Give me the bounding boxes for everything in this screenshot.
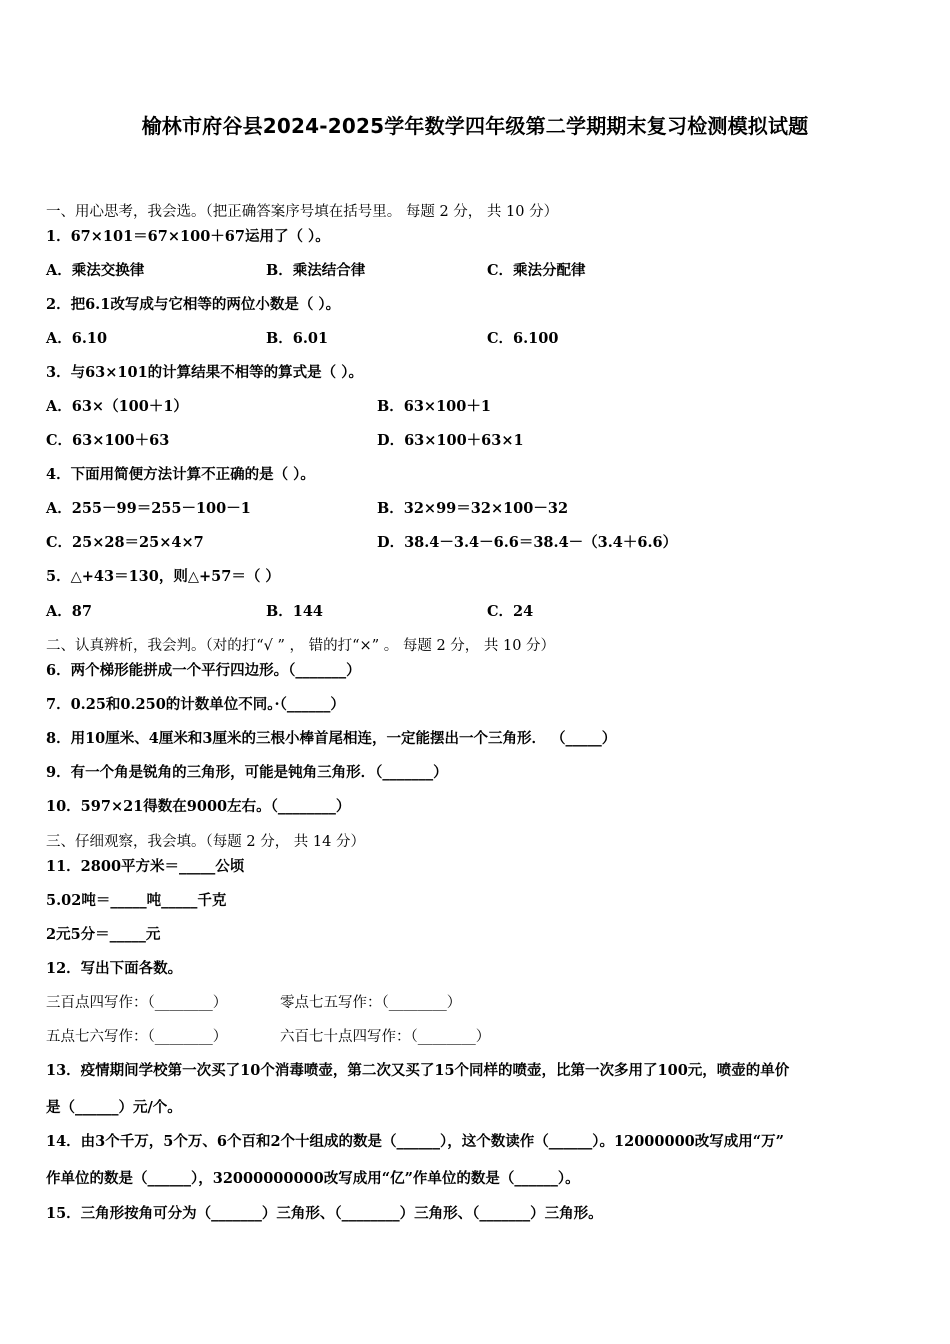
q4-option-b: B．32×99＝32×100－32 [377, 500, 569, 517]
q1-option-a: A．乘法交换律 [46, 262, 145, 279]
q2-option-c: C．6.100 [487, 330, 559, 347]
page-title: 榆林市府谷县2024-2025学年数学四年级第二学期期末复习检测模拟试题 [141, 114, 809, 138]
q3-option-a: A．63×（100＋1） [46, 398, 188, 415]
question-14-line-2: 作单位的数是（______），32000000000改写成用“亿”作单位的数是（______）。 [46, 1170, 580, 1187]
question-15: 15．三角形按角可分为（_______）三角形、（________）三角形、（_______）三角形。 [46, 1205, 603, 1222]
q4-option-c: C．25×28＝25×4×7 [46, 534, 204, 551]
q5-option-b: B．144 [266, 603, 324, 620]
q4-option-d: D．38.4－3.4－6.6＝38.4－（3.4＋6.6） [377, 534, 678, 551]
question-3-stem: 3．与63×101的计算结果不相等的算式是（ ）。 [46, 364, 363, 381]
question-6: 6．两个梯形能拼成一个平行四边形。（_______） [46, 662, 361, 679]
section-2-heading: 二、认真辨析，我会判。（对的打“√ ” ， 错的打“×” 。 每题 2 分， 共 10 分） [46, 638, 556, 654]
section-3-heading: 三、仔细观察，我会填。（每题 2 分， 共 14 分） [46, 834, 365, 850]
question-12-a: 三百点四写作：（________） [46, 995, 228, 1011]
question-12-b: 零点七五写作：（________） [280, 995, 462, 1011]
question-12-c: 五点七六写作：（________） [46, 1029, 228, 1045]
q3-option-b: B．63×100＋1 [377, 398, 491, 415]
question-10: 10．597×21得数在9000左右。（________） [46, 798, 351, 815]
q2-option-a: A．6.10 [46, 330, 108, 347]
question-4-stem: 4．下面用简便方法计算不正确的是（ ）。 [46, 466, 315, 483]
question-9: 9．有一个角是锐角的三角形，可能是钝角三角形．（_______） [46, 764, 448, 781]
question-8: 8．用10厘米、4厘米和3厘米的三根小棒首尾相连，一定能摆出一个三角形． （_____） [46, 730, 617, 747]
q1-option-c: C．乘法分配律 [487, 262, 586, 279]
q4-option-a: A．255－99＝255－100－1 [46, 500, 251, 517]
question-11-a: 11．2800平方米＝_____公顷 [46, 858, 245, 875]
section-1-heading: 一、用心思考，我会选。（把正确答案序号填在括号里。 每题 2 分， 共 10 分） [46, 204, 559, 220]
question-11-c: 2元5分＝_____元 [46, 926, 161, 943]
question-5-stem: 5．△+43＝130，则△+57＝（ ） [46, 568, 280, 585]
q2-option-b: B．6.01 [266, 330, 329, 347]
q3-option-c: C．63×100＋63 [46, 432, 170, 449]
question-1-stem: 1．67×101＝67×100＋67运用了（ ）。 [46, 228, 330, 245]
question-13-line-2: 是（______）元/个。 [46, 1099, 182, 1116]
question-12-d: 六百七十点四写作：（________） [280, 1029, 491, 1045]
question-7: 7．0.25和0.250的计数单位不同。·（______） [46, 696, 345, 713]
q1-option-b: B．乘法结合律 [266, 262, 366, 279]
question-12: 12．写出下面各数。 [46, 960, 183, 977]
q3-option-d: D．63×100＋63×1 [377, 432, 524, 449]
q5-option-a: A．87 [46, 603, 92, 620]
question-11-b: 5.02吨＝_____吨_____千克 [46, 892, 227, 909]
question-14-line-1: 14．由3个千万，5个万、6个百和2个十组成的数是（______），这个数读作（______）。12000000改写成用“万” [46, 1133, 784, 1150]
question-13-line-1: 13．疫情期间学校第一次买了10个消毒喷壶，第二次又买了15个同样的喷壶，比第一次多用了100元，喷壶的单价 [46, 1062, 790, 1079]
question-2-stem: 2．把6.1改写成与它相等的两位小数是（ ）。 [46, 296, 341, 313]
q5-option-c: C．24 [487, 603, 534, 620]
